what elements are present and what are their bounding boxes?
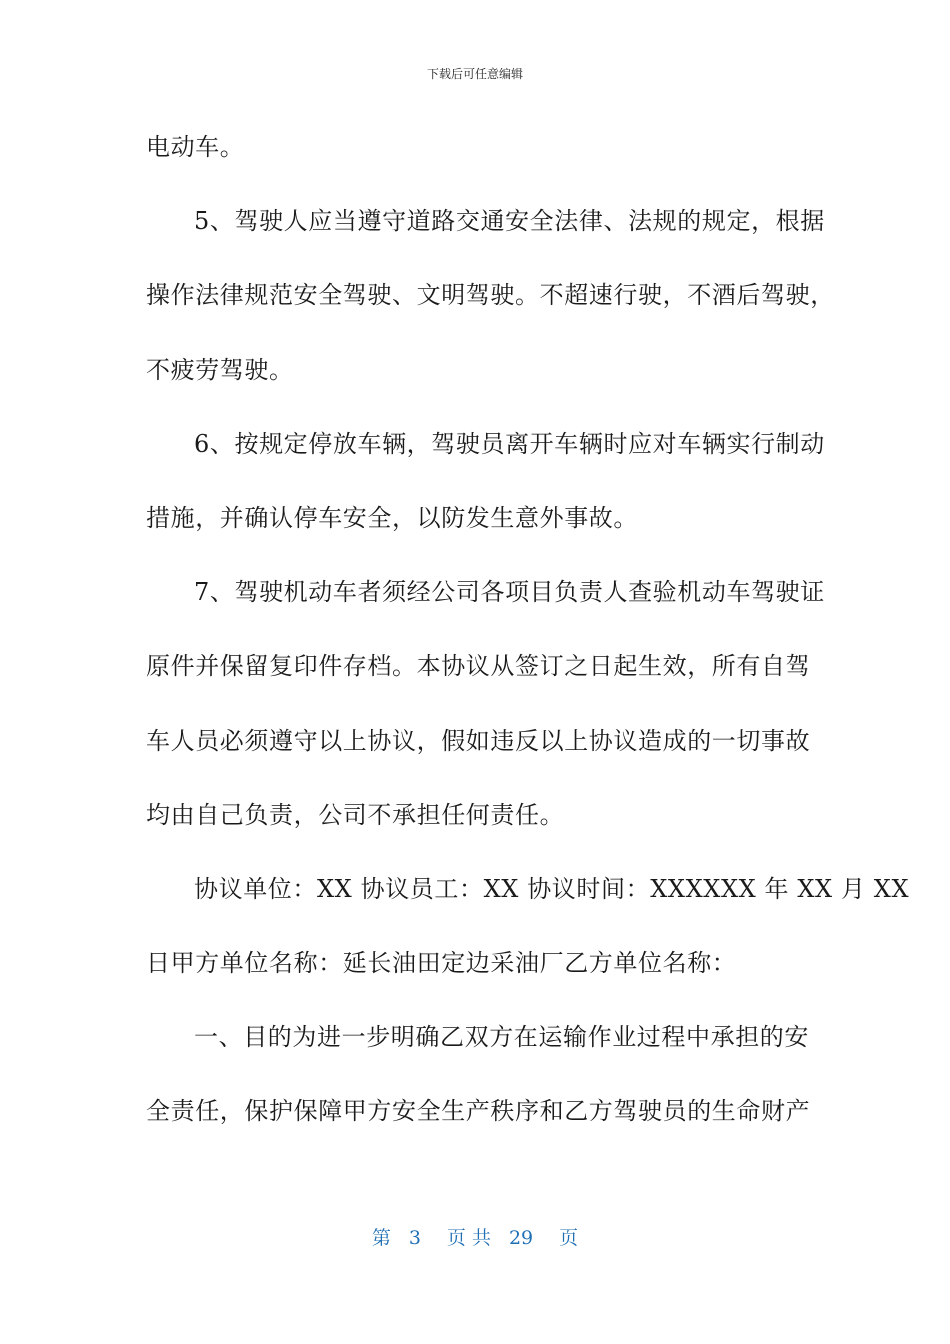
body-line: 6、按规定停放车辆，驾驶员离开车辆时应对车辆实行制动 [194,429,825,458]
page-footer [0,1222,950,1254]
body-line: 均由自己负责，公司不承担任何责任。 [146,800,565,829]
body-line: 车人员必须遵守以上协议，假如违反以上协议造成的一切事故 [146,726,811,755]
body-line: 协议单位：XX 协议员工：XX 协议时间：XXXXXX 年 XX 月 XX [194,874,910,903]
footer-current-page: 3 [408,1227,421,1249]
document-body [146,126,910,1165]
footer-suffix: 页 [559,1227,579,1249]
footer-total-pages: 29 [508,1227,534,1249]
body-line: 操作法律规范安全驾驶、文明驾驶。不超速行驶，不酒后驾驶， [146,281,835,310]
body-line: 电动车。 [146,133,245,161]
body-line: 7、驾驶机动车者须经公司各项目负责人查验机动车驾驶证 [194,578,825,607]
footer-middle: 页 共 [446,1227,491,1249]
footer-prefix: 第 [371,1227,391,1249]
body-line: 一、目的为进一步明确乙双方在运输作业过程中承担的安 [194,1023,809,1052]
body-line: 5、驾驶人应当遵守道路交通安全法律、法规的规定，根据 [194,207,825,236]
body-line: 全责任，保护保障甲方安全生产秩序和乙方驾驶员的生命财产 [146,1097,811,1126]
body-line: 不疲劳驾驶。 [146,355,294,384]
page-header-note: 下载后可任意编辑 [426,67,523,81]
body-line: 措施，并确认停车安全，以防发生意外事故。 [146,503,638,532]
body-line: 日甲方单位名称：延长油田定边采油厂乙方单位名称： [146,949,737,978]
body-line: 原件并保留复印件存档。本协议从签订之日起生效，所有自驾 [146,652,811,681]
